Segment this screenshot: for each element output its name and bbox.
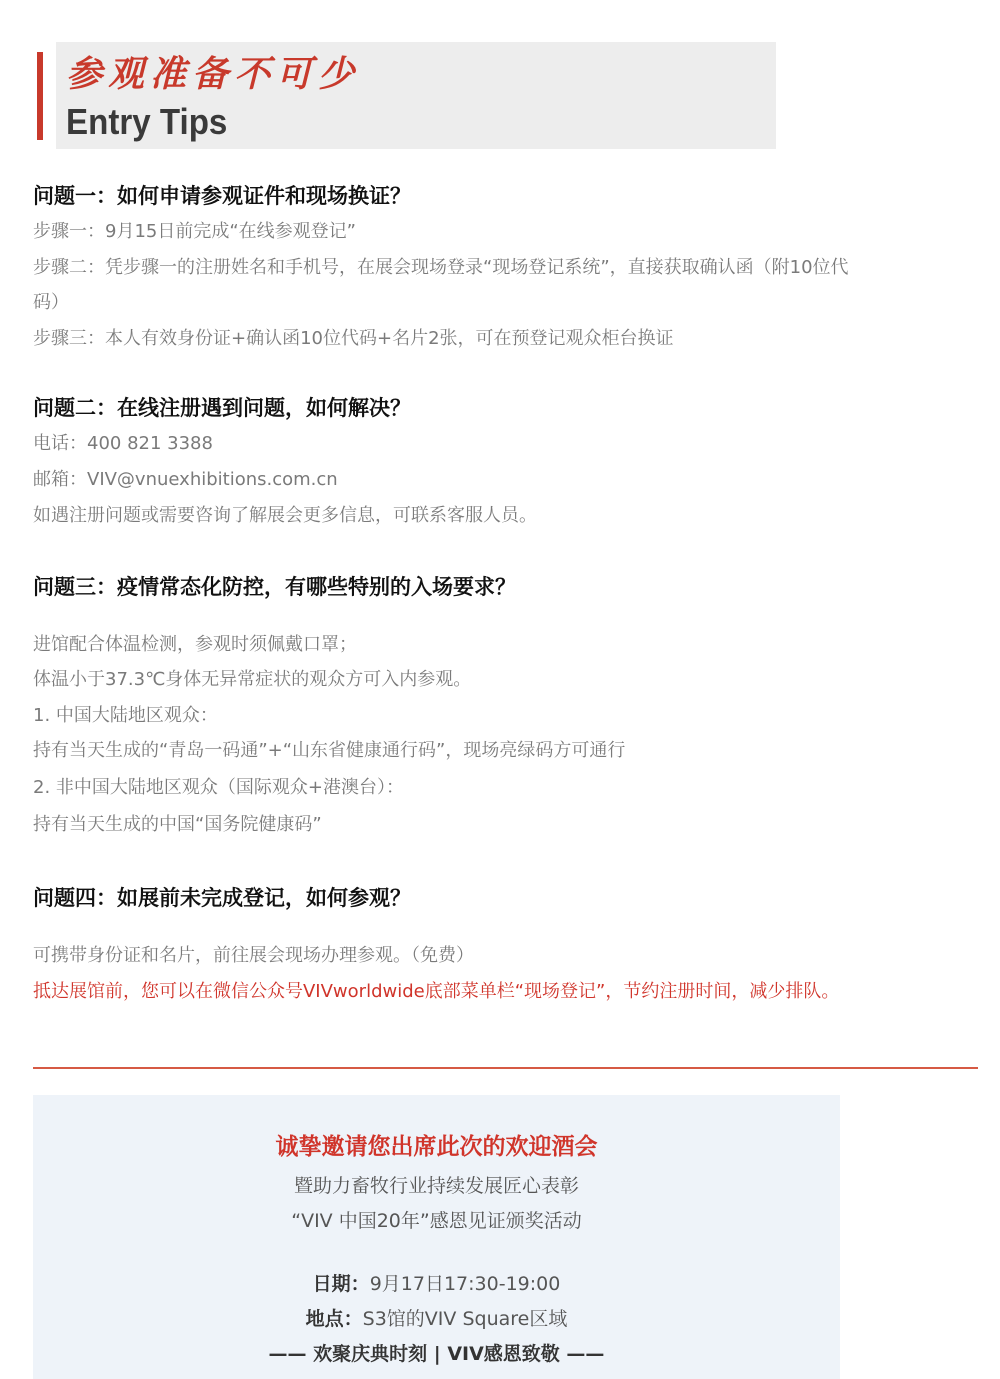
invitation-panel bbox=[33, 1095, 840, 1379]
invitation-title: 诚挚邀请您出席此次的欢迎酒会 bbox=[275, 1134, 598, 1160]
contact-phone: 电话：400 821 3388 bbox=[33, 433, 213, 454]
date-label: 日期： bbox=[312, 1273, 370, 1295]
question-3-line-2: 体温小于37.3℃身体无异常症状的观众方可入内参观。 bbox=[33, 669, 472, 690]
invitation-place bbox=[33, 1304, 840, 1331]
question-4-line-1: 可携带身份证和名片，前往展会现场办理参观。（免费） bbox=[33, 945, 474, 966]
question-1-step-2: 步骤二：凭步骤一的注册姓名和手机号，在展会现场登录“现场登记系统”，直接获取确认函（附10位代 bbox=[33, 257, 849, 278]
place-value: S3馆的VIV Square区域 bbox=[362, 1308, 568, 1330]
question-2-title: 问题二：在线注册遇到问题，如何解决？ bbox=[33, 396, 411, 420]
invitation-subtitle-2: “VIV 中国20年”感恩见证颁奖活动 bbox=[291, 1210, 582, 1232]
date-value: 9月17日17:30-19:00 bbox=[369, 1273, 561, 1295]
question-3-line-5: 2. 非中国大陆地区观众（国际观众+港澳台）： bbox=[33, 777, 404, 798]
invitation-subtitle-1: 暨助力畜牧行业持续发展匠心表彰 bbox=[293, 1175, 579, 1197]
question-3-line-1: 进馆配合体温检测，参观时须佩戴口罩； bbox=[33, 634, 357, 655]
question-1-title: 问题一：如何申请参观证件和现场换证？ bbox=[33, 184, 411, 208]
question-4-title: 问题四：如展前未完成登记，如何参观？ bbox=[33, 886, 411, 910]
header-title-english: Entry Tips bbox=[66, 101, 228, 142]
question-3-line-3: 1. 中国大陆地区观众： bbox=[33, 705, 218, 726]
contact-note: 如遇注册问题或需要咨询了解展会更多信息，可联系客服人员。 bbox=[33, 505, 537, 526]
question-1-step-3: 步骤三：本人有效身份证+确认函10位代码+名片2张，可在预登记观众柜台换证 bbox=[33, 328, 674, 349]
question-1-step-1: 步骤一：9月15日前完成“在线参观登记” bbox=[33, 221, 357, 242]
section-divider bbox=[33, 1067, 978, 1069]
invitation-slogan: —— 欢聚庆典时刻 | VIV感恩致敬 —— bbox=[268, 1343, 605, 1365]
question-3-line-4: 持有当天生成的“青岛一码通”+“山东省健康通行码”，现场亮绿码方可通行 bbox=[33, 740, 626, 761]
header-title-chinese: 参观准备不可少 bbox=[66, 53, 361, 95]
header-accent-bar bbox=[37, 52, 43, 140]
invitation-date bbox=[33, 1269, 840, 1296]
question-1-step-2-cont: 码） bbox=[33, 292, 69, 313]
question-3-line-6: 持有当天生成的中国“国务院健康码” bbox=[33, 814, 322, 835]
contact-email[interactable]: 邮箱：VIV@vnuexhibitions.com.cn bbox=[33, 469, 338, 490]
place-label: 地点： bbox=[305, 1308, 363, 1330]
question-3-title: 问题三：疫情常态化防控，有哪些特别的入场要求？ bbox=[33, 575, 516, 599]
question-4-tip: 抵达展馆前，您可以在微信公众号VIVworldwide底部菜单栏“现场登记”，节约注册时间，减少排队。 bbox=[33, 981, 840, 1002]
